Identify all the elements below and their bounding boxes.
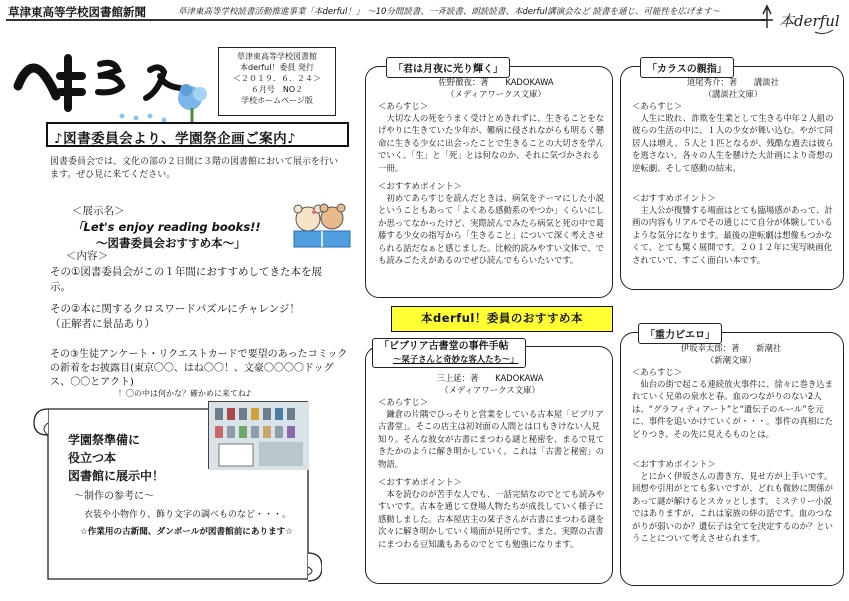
scroll-subtitle: 〜制作の参考に〜: [74, 491, 154, 502]
book-2-title: 「カラスの親指」: [640, 57, 734, 78]
book-2-publisher: （講談社文庫）: [703, 89, 763, 99]
masthead-line: ６月号 NO２: [250, 85, 304, 94]
book-4-author: 伊坂幸太郎：著 新潮社: [680, 343, 782, 353]
exhibit-name-1: 「Let's enjoy reading books!!: [72, 220, 261, 234]
book-2-point-label: ＜おすすめポイント＞: [632, 193, 716, 203]
exhibit-name-2: 〜図書委員会おすすめ本〜」: [96, 236, 246, 250]
scroll-description: 衣装や小物作り、飾り文字の調べものなど・・・。: [84, 510, 292, 520]
book-4-synopsis-label: ＜あらすじ＞: [632, 367, 683, 377]
book-1-synopsis: 大切な人の死をうまく受けとめきれずに、生きることをなげやりに生きていた少年が、難病に侵されながらも明るく懸命に生きる少女に出会ったことで生きることの大切さを学んでいく。「生」と「死」とは何なのか、それに気づかされる一冊。: [378, 113, 605, 173]
masthead-line: 本derful！委員 発行: [240, 63, 314, 72]
book-3-point-label: ＜おすすめポイント＞: [378, 477, 462, 487]
book-3-synopsis: 鎌倉の片隅でひっそりと営業をしている古本屋「ビブリア古書堂」。そこの店主は初対面の人間とは口もきけない人見知り。そんな彼女が古書にまつわる謎と秘密を、まるで見てきたかのように解き明かしていく。これは「古書と秘密」の物語。: [378, 409, 605, 469]
masthead-line: 学校ホームページ版: [241, 96, 313, 105]
nameplate-title: へぇ〜: [14, 130, 17, 131]
scroll-title-3: 図書館に展示中！: [68, 469, 165, 483]
book-3-title-box: [372, 338, 526, 368]
library-display-photo: [208, 401, 308, 469]
content-label: ＜内容＞: [66, 250, 108, 262]
book-4-point-label: ＜おすすめポイント＞: [632, 459, 716, 469]
masthead-box: [218, 47, 336, 116]
book-4-title: 「重力ピエロ」: [638, 323, 722, 344]
masthead-line: ＜２０１９．６．２４＞: [233, 74, 321, 83]
intro-text: 図書委員会では、文化の部の２日間に３階の図書館において展示を行います。ぜひ見に来てください。: [50, 157, 339, 180]
book-2-point: 主人公が復讐する場面はとても臨場感があって、計画の内容もリアルでその通じにて自分が体験しているような気分になります。最後の逆転劇は想像もつかなくて、とても驚く展開です。２０１２年に実写映画化されていて、すごく面白い本です。: [632, 205, 833, 265]
book-3-title: 「ビブリア古書堂の事件手帖: [379, 341, 509, 352]
announce-heading: ♪図書委員会より、学園祭企画ご案内♪: [46, 122, 349, 147]
bears-illustration: [286, 203, 358, 249]
content-item-2: その②本に関するクロスワードパズルにチャレンジ！ （正解者に景品あり）: [50, 303, 300, 330]
logo-text: 本derful: [779, 12, 840, 30]
book-3-subtitle: 〜栞子さんと奇妙な客人たち〜」: [393, 354, 519, 364]
book-4-publisher: （新潮文庫）: [705, 355, 757, 365]
book-1-author: 佐野徹夜：著 KADOKAWA: [438, 77, 554, 87]
exhibit-label: ＜展示名＞: [72, 205, 125, 217]
book-1-publisher: （メディアワークス文庫）: [446, 89, 546, 99]
book-3-synopsis-label: ＜あらすじ＞: [378, 397, 429, 407]
header-divider: [6, 19, 766, 21]
book-4-point: とにかく伊坂さんの書き方、見せ方が上手いです。回想や引用がとても多いですが、どれも微妙に関係があって謎が解けるとスカッとします。ミステリー小説ではありますが、これは家族の絆の話です。血のつながりが弱いのか？遺伝子は全てを決定するのか？ということについて考えさせられます。: [632, 471, 833, 544]
header-tagline: 草津東高等学校読書活動推進事業「本derful！」 〜10分間読書、一斉読書、朗読読書、本derful講演会など 読書を通じ、可能性を広げます〜: [178, 7, 720, 17]
scroll-banner: [32, 401, 322, 595]
newspaper-title: 草津東高等学校図書館新聞: [8, 5, 146, 19]
scroll-title-2: 役立つ本: [68, 451, 117, 465]
content-item-3-note: ！〇の中は何かな？確かめに来てね♪: [118, 389, 252, 398]
book-3-point: 本を読むのが苦手な人でも、一話完結なのでとても読みやすいです。古本を通じて登場人物たちが成長していく様子に感動しました。古本屋店主の栞子さんが古書にまつわる謎を次々に解き明かしていく場面が見所です。また、実際の古書にまつわる豆知識もあるのでとても勉強になります。: [378, 489, 605, 549]
book-1-point-label: ＜おすすめポイント＞: [378, 181, 462, 191]
book-2-synopsis-label: ＜あらすじ＞: [632, 101, 683, 111]
book-1-title: 「君は月夜に光り輝く」: [386, 57, 510, 78]
book-1-synopsis-label: ＜あらすじ＞: [378, 101, 429, 111]
book-2-synopsis: 人生に敗れ、詐欺を生業として生きる中年２人組の彼らの生活の中に、１人の少女が舞い込む。やがて同居人は増え、５人と１匹となるが、残酷な過去は彼らを逃さない。各々の人生を懸けた大計画により奇想の逆転劇、そして感動の結末。: [632, 113, 834, 173]
book-2-author: 道尾秀介：著 講談社: [686, 77, 780, 87]
book-1-point: 初めてあらすじを読んだときは、病気をテーマにした小説ということもあって「よくある感動系のやつか」くらいにしか思ってなかったけど、実際読んでみたら病気と死の中で葛藤する少女の指写から「生きること」について深く考えさせられる話だなぁと感じました。比較的読みやすい文体で、でも読みごたえがあるのでぜひ読んでもらいたいです。: [378, 193, 605, 266]
recommend-banner: 本derful！委員のおすすめ本: [391, 306, 613, 332]
book-4-synopsis: 仙台の街で起こる連続放火事件に、徐々に巻き込まれていく兄弟の泉水と春。血のつながりのない2人は、“グラフィティアート”と“遺伝子のルール”を元に、事件を追いかけていくが・・・。事件の真相にたどりつき、その先に見えるものとは。: [632, 379, 834, 439]
masthead-line: 草津東高等学校図書館: [237, 52, 317, 61]
school-logo: [757, 2, 843, 38]
scroll-note: ☆作業用の古新聞、ダンボールが図書館前にあります☆: [80, 527, 293, 537]
scroll-title-1: 学園祭準備に: [68, 433, 141, 447]
book-3-publisher: （メディアワークス文庫）: [440, 385, 540, 395]
book-3-author: 三上延：著 KADOKAWA: [436, 373, 544, 383]
content-item-1: その①図書委員会がこの１年間におすすめしてきた本を展示。: [50, 266, 323, 293]
content-item-3: その③生徒アンケート・リクエストカードで要望のあったコミックの新着をお披露目(東京〇〇、はね〇〇！、文豪〇〇〇〇ドッグス、〇〇とアクト): [50, 349, 348, 388]
